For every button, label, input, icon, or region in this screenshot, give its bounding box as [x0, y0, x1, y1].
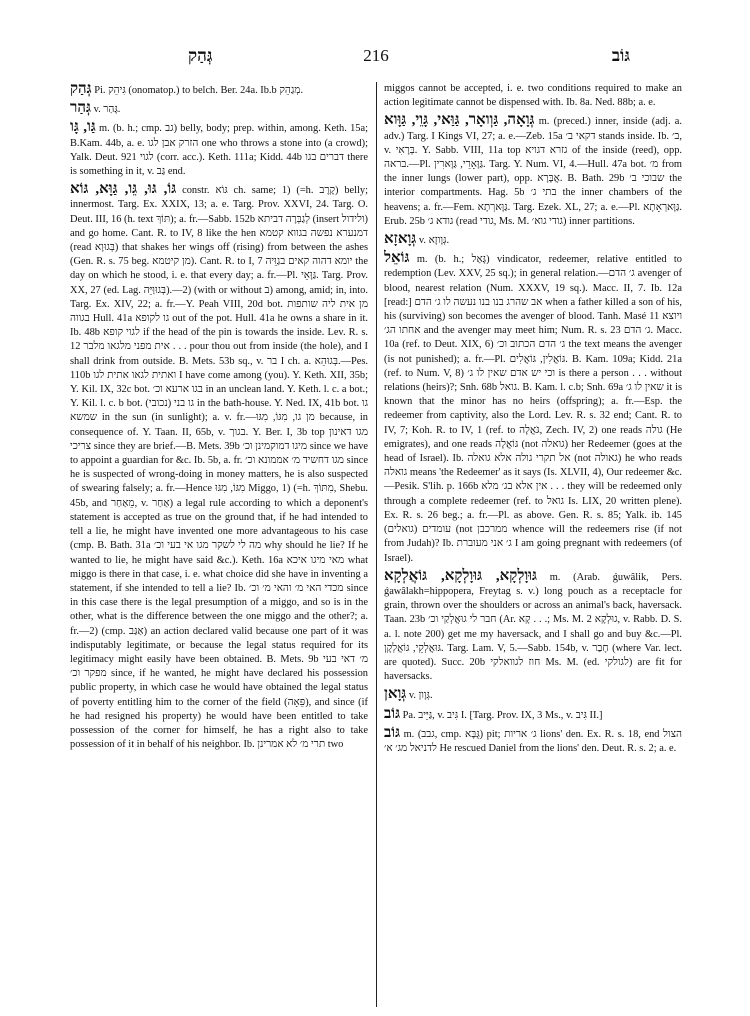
entry-definition: miggos cannot be accepted, i. e. two conditions required to make an action legitimate cannot be dispensed with. Ib. 8a. Ned. 88b; a. e. [384, 83, 682, 109]
entry-headword: גְּוָאָה, גַּוְואָר, גַּוַּאי, גָּוֵי, גַּוָּוא [384, 112, 535, 129]
entry-definition: constr. גּוֹא ch. same; 1) (=h. קֶרֶב) belly; innermost. Targ. Ex. XXIX, 13; a. e. Targ. Prov. XXVI, 24. Targ. O. Deut. III, 16 (h. text תּוֹךְ); a. fr.—Sabb. 152b לְגַבְּרָה דביתא (insert ולידול) and go home. Cant. R. to IV, 8 like the hen דמנערא נפשה בגווא קטמא (read בְּגוּוָא) that shakes her wings off (rising) from between the ashes (Gen. R. s. 75 beg. מן קיטמא). Cant. R. to I, 7 יומא דהוה קאים בגַוֵּיה the day on which he stood, i. e. that every day; a. fr.—Pl. גַּוָּאֵי. Targ. Prov. XX, 27 (ed. Lag. בְּגוּוַּיֵּה).—2) (with or without ב) among, amid; in, into. Targ. Ex. XIV, 22; a. fr.—Y. Peah VIII, 20d bot. מן אית ליה שותפות בגווה Hull. 41a גו לקופא out of the pot. Hull. 41a he owns a share in it. Ib. 48b לגוי קופא if the head of the pin is towards the inside. Lev. R. s. 12 אית מפני מלגאו מלבר . . . pour thou out from inside (the hole), and I shall drink from outside. B. Mets. 53b sq., v. בר I ch. a. בְּגוּהֵא.—Pes. 110b ואתית לגאו אתית לגו I have come among (you). Y. Keth. XII, 35b; Y. Kil. IX, 32c bot. בגו ארעא וכ׳ in an unclean land. Y. Keth. l. c. a bot.; Y. Kil. l. c. b bot. (נכובי) גו בני in the bath-house. Y. Ned. IX, 41b bot. גו שמשא in the sun (in sunlight); a. v. fr.—מן גו, מִגּוֹ, מִגּוּ because, in consequence of. Y. Taan. II, 65b, v. בגוך. Y. Ber. I, 3b top מגו דאינון צריכי since they are brief.—B. Mets. 39b מיגו דמוקמינן וכ׳ since we have to appoint a guardian for &c. Ib. 5b, a. fr. מגו דחשיד מ׳ אממונא וכ׳ since he is suspected of wrong-doing in money matters, he is also suspected of swearing falsely; a. fr.—Hence מִגּוֹ, מִגּוּ Miggo, 1) (=h. מִתּוֹךְ, Shebu. 45b, and מֵאַחַר, v. אַחַר) a legal rule according to which a deponent's statement is accepted as true on the ground that, if he had intended to tell a lie, he might have invented one more advantageous to his case (cmp. B. Bath. 31a מה לי לשקר מגו אי בעי וכ׳ why should he lie? If he wanted to lie, he might have said &c.). Keth. 16a מאי מיגו איכא what miggo is there in that case, i. e. what choice did she have in inventing a statement, if she intended to tell a lie? Ib. מכדי האי מ׳ והאי מ׳ וכ׳ since in this case there is the legal presumption of a miggo, and so is in the other, what is the difference between the one miggo and the other?; a. fr.—2) (cmp. אַגַּב) an action declared valid because one part of it was indisputably legitimate, or because the legal status required for its legitimacy might easily have been obtained. B. Mets. 9b מ׳ דאי בעי מפקר וכ׳ since, if he wanted, he might have declared his possession public property, in which case he would have obtained the legal status of poverty entitling him to the corner of the field (פֵּאָה), and since (if he had resigned his property) he would have been entitled to take possession of the corner for himself, he has a right also to take possession of it in behalf of his neighbor. Ib. תרי מ׳ לא אמרינן two [70, 185, 368, 751]
entry-headword: גּוֹ, גּוּ, גֵּו, גַּוָּא, גּוֹא [70, 181, 177, 198]
entry-definition: v. גְּוָוזָא. [418, 235, 450, 247]
dictionary-entry [384, 82, 682, 110]
dictionary-entry [384, 251, 682, 565]
column-divider [376, 82, 377, 1007]
entry-headword: גּוֹב [384, 724, 401, 741]
entry-definition: m. (Arab. ǵuwâlik, Pers. ǵawâlakh=hippopera, Freytag s. v.) long pouch as a receptacle for grain, thrown over the shoulders or across an animal's back, haversack. Taan. 23b חבר לי גוּאֲלְקַי וכ׳ (Ar. קָא . . .; Ms. M. 2 גוּלְקָא, v. Rabb. D. S. a. l. note 200) get me my haversack, and I shall go and buy &c.—Pl. גּוּאֲלְקֵי, גּוֹאֲלְקָן. Targ. Lam. V, 5.—Sabb. 154b, v. חָבַר (where Var. lect. are quoted). Succ. 20b חוז לגוואלקי Ms. M. (ed. לגולקי) are fit for haversacks. [384, 571, 682, 683]
dictionary-entry [70, 182, 368, 752]
entry-definition: v. גָּהַר. [93, 104, 121, 116]
entry-definition: v. גְּוָון. [408, 690, 433, 702]
entry-headword: גּוֹב [384, 705, 401, 722]
entry-definition: m. (b. h.; גָּאַל) vindicator, redeemer, relative entitled to redemption (Lev. XXV, 25 sq.); in general relation.—ג׳ הדם avenger of blood, nearest relation (Num. XXXV, 19 sq.). Macc. II, 7. Ib. 12a [read:] אב שהרג בנו בנו נעשה לו ג׳ הדם when a father killed a son of his, his (surviving) son becomes the avenger of blood. Tanh. Masé 11 ויוצא אחתו הג׳ and the avenger may meet him; Num. R. s. 23 ג׳ הדם. Macc. 10a (ref. to Deut. XIX, 6) ג׳ הדם הכתוב וכ׳ the text means the avenger (is not punished); a. fr.—Pl. גּוֹאֲלִין, גּוֹאֲלִים. B. Kam. 109a; Kidd. 21a (ref. to Num. V, 8) וכי יש אדם שאין לו ג׳ is there a person . . . without relations (heirs)?; Snh. 68b גואל. B. Kam. l. c.b; Snh. 69a שאין לו ג׳ it is known that the minor has no heirs (offspring); a. fr.—Esp. the redeemer from captivity, also the Lord. Lev. R. s. 32 end; Cant. R. to IV, 7; Koh. R. to IV, 1 (ref. to גֹּאֲלָה, Zech. IV, 2) one reads גולה (He emigrates), and one reads גּוֹאֲלָה (not גואלה) her Redeemer (goes at the head of Israel). Ib. אל תקרי גולה אלא גואלה (not גאולה) he who reads גואלה means 'the Redeemer' as it says (Is. XLVII, 4), Our redeemer &c.—Pesik. S'lih. p. 166b אין אלא בג׳ מלא . . . they will be redeemed only through a complete redeemer (ref. to גואל Is. LIX, 20 written plene). Ex. R. s. 26 beg.; a. fr.—Pl. as above. Gen. R. s. 85; Yalk. ib. 145 (גואלים) עומדים (not ממרכבן whence will the redeemers rise (if not from Judah)? Ib. ג׳ אני מעוברת I am going pregnant with redeemers (of Israel). [384, 254, 682, 564]
dictionary-entry [384, 707, 682, 723]
entry-headword: גְּוָאזָא [384, 231, 417, 248]
dictionary-entry [384, 687, 682, 703]
left-guide-word: גְּהַק [188, 46, 213, 65]
page-number: 216 [363, 46, 389, 65]
entry-headword: גְּהַק [70, 82, 92, 97]
dictionary-entry [70, 101, 368, 117]
entry-headword: גּוּוָלְקָא, גּוּוָלְקָא, גּוֹאֲלְקָא [384, 567, 537, 584]
dictionary-entry [384, 569, 682, 685]
entry-definition: Pi. גִּיהֵק (onomatop.) to belch. Ber. 24a. Ib.b מְגַהֵק. [94, 85, 304, 96]
page-header [70, 46, 682, 70]
dictionary-entry [70, 120, 368, 179]
dictionary-entry [384, 232, 682, 248]
entry-headword: גּוֹאֵל [384, 250, 410, 267]
entry-definition: Pa. גַּיֵּיב, v. גִּיב I. [Targ. Prov. IX, 3 Ms., v. גִּיב II.] [402, 709, 603, 721]
entry-headword: גְּהַר [70, 100, 91, 117]
entry-definition: m. (preced.) inner, inside (adj. a. adv.) Targ. I Kings VI, 27; a. e.—Zeb. 15a דקאי ב׳ stands inside. Ib. ב׳, v. בְּרָאִי. Y. Sabb. VIII, 11a top גזרא דגויא of the inside (reed), opp. בראה.—Pl. גַּוָּאָרֵי, גַּוָּארִין. Targ. Y. Num. VI, 4.—Hull. 47a bot. מ׳ from the inner lungs (lower part), opp. אֲבָּרָא. B. Bath. 29b שבוכי ב׳ the interior compartments. Hag. 5b בתי ג׳ the inner chambers of the heavens; a. fr.—Fem. גַּוָּארְתָא. Targ. Ezek. XL, 27; a. e.—Pl. גַּוָּארְאָתָא. Erub. 25b גודא ג׳ (read גודי, Ms. M. גודי גוא׳) inner partitions. [384, 116, 682, 227]
entry-headword: גְּוָאן [384, 686, 407, 703]
left-column [70, 82, 368, 1007]
dictionary-entry [384, 113, 682, 229]
entry-headword: גַּו, גָּו [70, 119, 96, 136]
right-guide-word: גּוֹב [611, 46, 630, 65]
entry-definition: m. (גבב, cmp. גֻּבָּא) pit; ג׳ אריות lions' den. Ex. R. s. 18, end הצול לדניאל מג׳ א׳ He rescued Daniel from the lions' den. Deut. R. s. 2; a. e. [384, 728, 682, 754]
dictionary-entry [384, 726, 682, 756]
entry-definition: m. (b. h.; cmp. גב) belly, body; prep. within, among. Keth. 15a; B.Kam. 44b, a. e. הזרק אבן לגו one who throws a stone into (a crowd); Yalk. Deut. 921 לגוי (corr. acc.). Keth. 111a; Kidd. 44b דברים בגו there is something in it, v. גַּב end. [70, 123, 368, 178]
right-column [384, 82, 682, 1007]
dictionary-entry [70, 82, 368, 98]
